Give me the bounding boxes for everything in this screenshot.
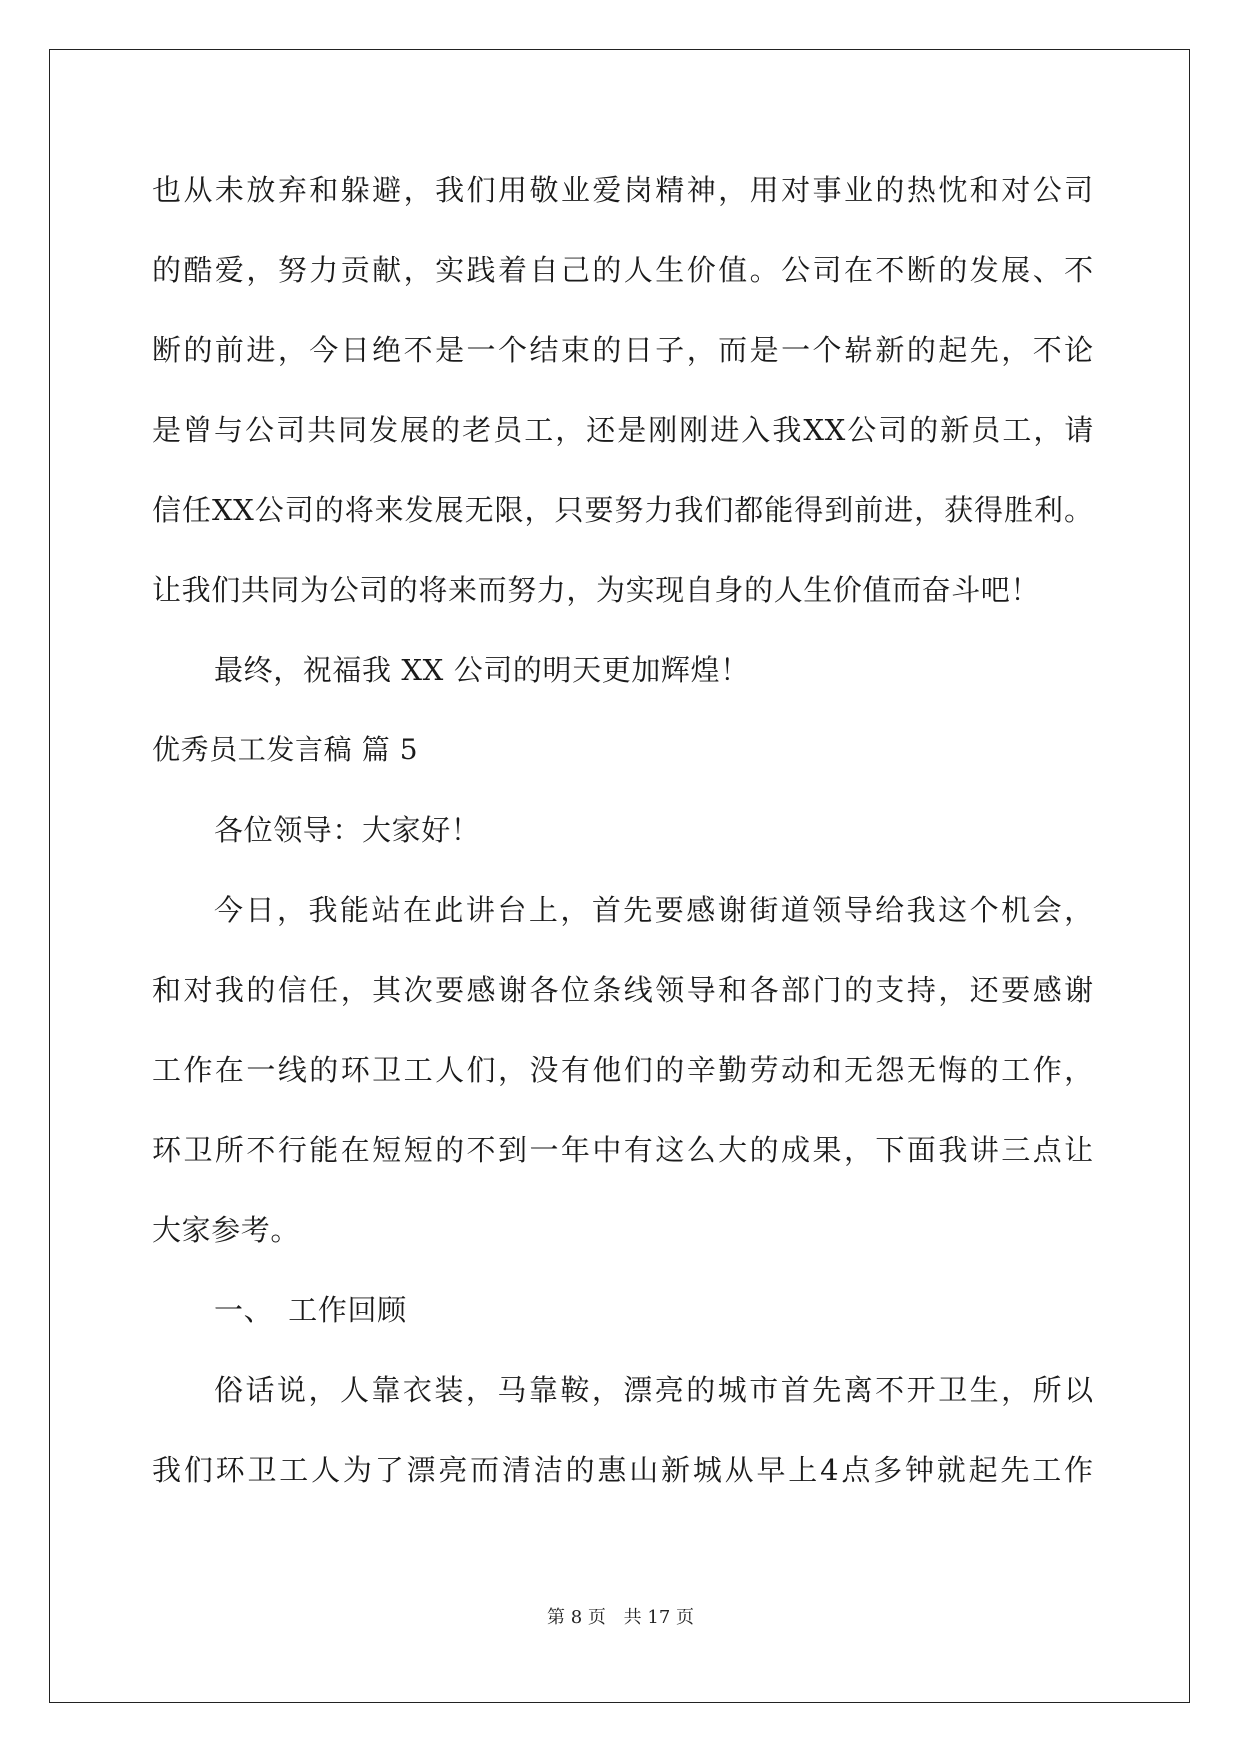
text-line: 也 从 未 放 弃 和 躲 避 ， 我 们 用 敬 业 爱 岗 精 神 ， 用 对 事 业 的 热 忱 和 对 公 司 xyxy=(152,173,1094,207)
text-line: 环 卫 所 不 行 能 在 短 短 的 不 到 一 年 中 有 这 么 大 的 成 果 ， 下 面 我 讲 三 点 让 xyxy=(152,1133,1094,1167)
text-line: 大家参考。 xyxy=(152,1213,301,1247)
text-line: 今 日 ， 我 能 站 在 此 讲 台 上 ， 首 先 要 感 谢 街 道 领 导 给 我 这 个 机 会 ， xyxy=(214,893,1094,927)
text-line: 俗 话 说 ， 人 靠 衣 装 ， 马 靠 鞍 ， 漂 亮 的 城 市 首 先 离 不 开 卫 生 ， 所 以 xyxy=(214,1373,1094,1407)
page-number: 第 8 页 xyxy=(547,1607,606,1628)
text-line: 最终，祝福我 XX 公司的明天更加辉煌！ xyxy=(214,653,750,687)
text-line: 工 作 在 一 线 的 环 卫 工 人 们 ， 没 有 他 们 的 辛 勤 劳 动 和 无 怨 无 悔 的 工 作 ， xyxy=(152,1053,1094,1087)
document-body xyxy=(152,150,1094,1510)
text-line: 我 们 环 卫 工 人 为 了 漂 亮 而 清 洁 的 惠 山 新 城 从 早 上 4 点 多 钟 就 起 先 工 作 xyxy=(152,1453,1094,1487)
text-line: 和 对 我 的 信 任 ， 其 次 要 感 谢 各 位 条 线 领 导 和 各 部 门 的 支 持 ， 还 要 感 谢 xyxy=(152,973,1094,1007)
text-line: 信 任 XX 公 司 的 将 来 发 展 无 限 ， 只 要 努 力 我 们 都 能 得 到 前 进 ， 获 得 胜 利 。 xyxy=(152,493,1094,527)
text-line: 是 曾 与 公 司 共 同 发 展 的 老 员 工 ， 还 是 刚 刚 进 入 我 XX 公 司 的 新 员 工 ， 请 xyxy=(152,413,1094,447)
page-total: 共 17 页 xyxy=(623,1607,694,1628)
text-line: 各位领导：大家好！ xyxy=(214,813,481,847)
page-footer xyxy=(0,1603,1241,1629)
section-heading: 优秀员工发言稿 篇 5 xyxy=(152,733,419,766)
text-line: 让我们共同为公司的将来而努力，为实现自身的人生价值而奋斗吧！ xyxy=(152,573,1041,607)
text-line: 断 的 前 进 ， 今 日 绝 不 是 一 个 结 束 的 日 子 ， 而 是 一 个 崭 新 的 起 先 ， 不 论 xyxy=(152,333,1094,367)
text-line: 的 酷 爱 ， 努 力 贡 献 ， 实 践 着 自 己 的 人 生 价 值 。 公 司 在 不 断 的 发 展 、 不 xyxy=(152,253,1094,287)
text-line: 一、 工作回顾 xyxy=(214,1293,407,1327)
